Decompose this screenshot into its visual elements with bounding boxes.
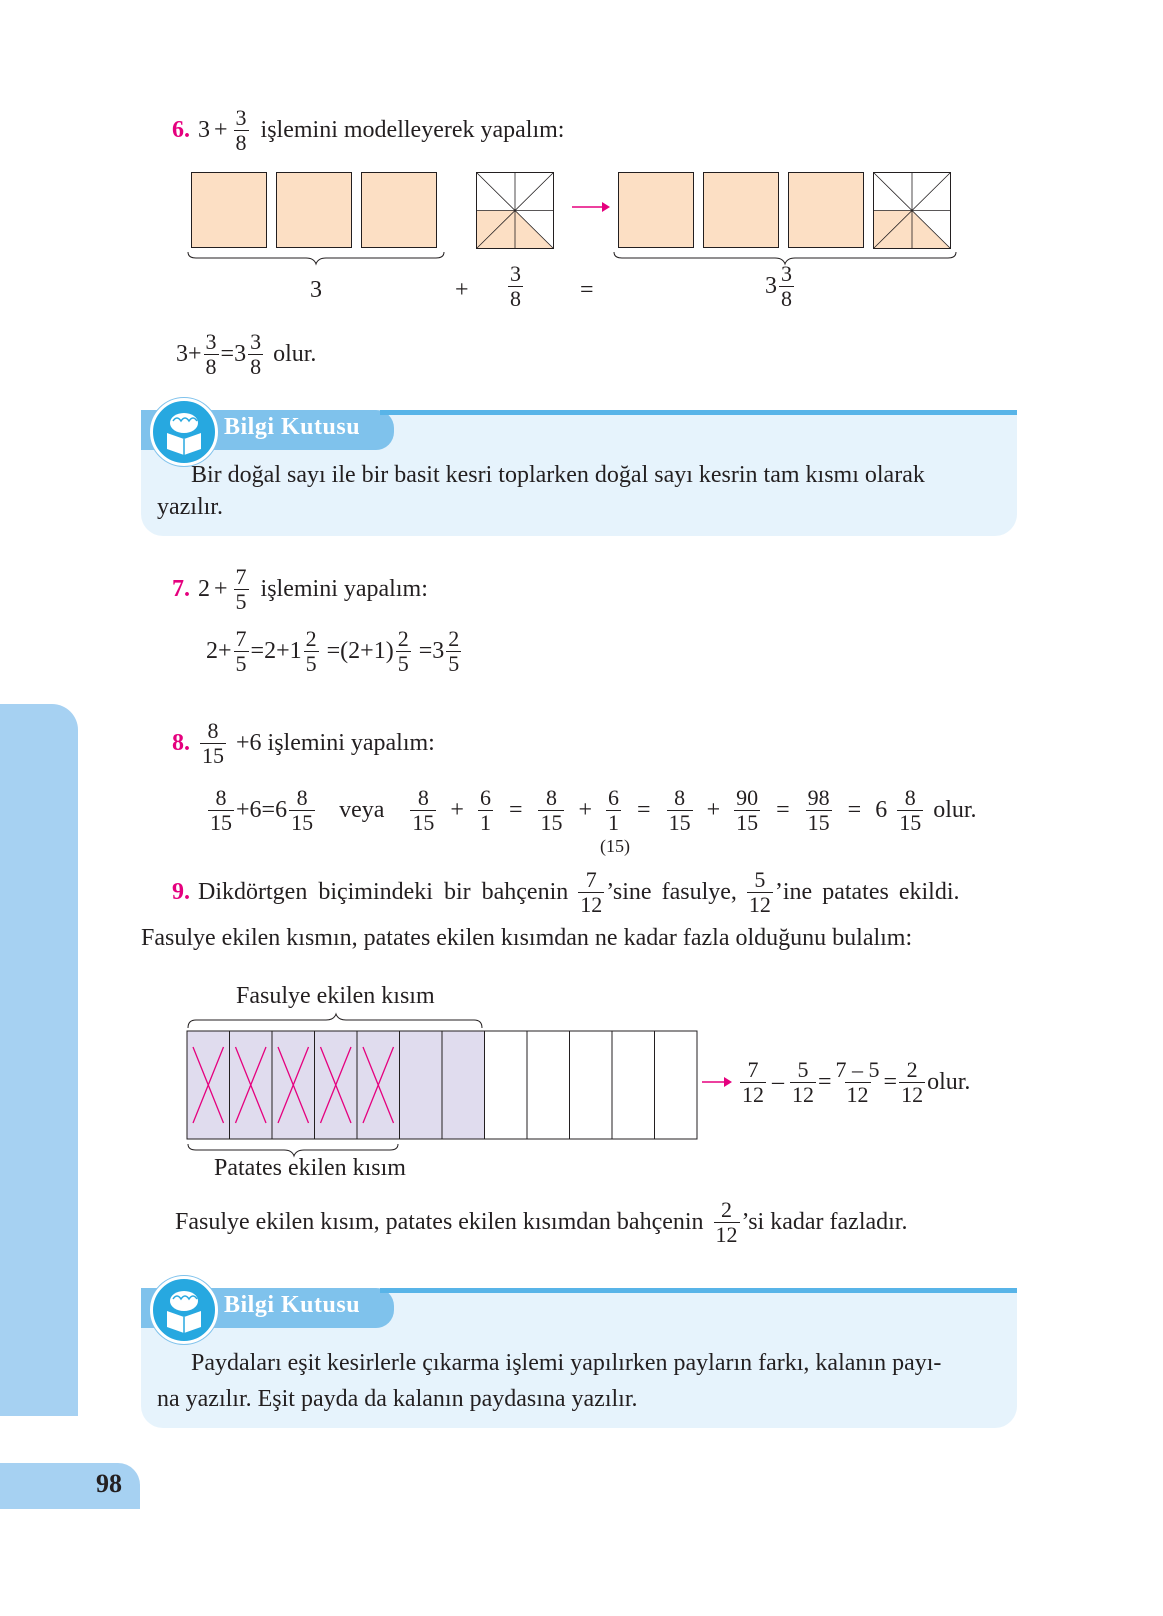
q9-label-fasulye: Fasulye ekilen kısım: [236, 983, 435, 1009]
info-box-1-text-line-2: yazılır.: [157, 494, 223, 520]
info-box-1-title: Bilgi Kutusu: [224, 414, 361, 440]
q6-whole-square-1: [191, 172, 267, 248]
q9-line-2: Fasulye ekilen kısmın, patates ekilen kısımdan ne kadar fazla olduğunu bulalım:: [141, 925, 913, 951]
info-box-1-text-line-1: Bir doğal sayı ile bir basit kesri toplarken doğal sayı kesrin tam kısmı olarak: [191, 462, 925, 488]
q6-eighths-square: [476, 172, 556, 252]
q8-heading: 8. $\frac{8}{15}$ +6 işlemini yapalım:: [172, 718, 435, 768]
info-box-1-rule: [380, 410, 1017, 415]
q6-number: 6.: [172, 117, 190, 143]
q9-equation: $\frac{7}{12}$ – $\frac{5}{12}$ = $\frac{7 - 5}{12}$ = $\frac{2}{12}$ olur.: [742, 1057, 971, 1107]
q6-heading: [172, 106, 564, 155]
garden-cell-fasulye: [400, 1031, 443, 1139]
q6-whole-square-3: [361, 172, 437, 248]
q6-text: işlemini modelleyerek yapalım:: [260, 117, 565, 143]
q6-result-square-1: [618, 172, 694, 248]
q7-heading: 7. 2 + $\frac{7}{5}$ işlemini yapalım:: [172, 564, 428, 614]
q9-brace-top: [186, 1012, 486, 1030]
info-box-2-text-line-1: Paydaları eşit kesirlerle çıkarma işlemi yapılırken payların farkı, kalanın payı-: [191, 1350, 942, 1376]
q6-plus: +: [214, 117, 228, 143]
info-box-2-title: Bilgi Kutusu: [224, 1292, 361, 1318]
info-box-2-text-line-2: na yazılır. Eşit payda da kalanın paydasına yazılır.: [157, 1386, 638, 1412]
garden-cell-fasulye: [442, 1031, 485, 1139]
brain-book-icon: [150, 1276, 218, 1344]
q6-result-eighths-square: [873, 172, 953, 252]
q6-whole: 3: [198, 117, 210, 143]
info-box-2-rule: [380, 1288, 1017, 1293]
q6-label-plus: +: [455, 277, 469, 303]
q9-label-patates: Patates ekilen kısım: [214, 1155, 406, 1181]
q9-conclusion: Fasulye ekilen kısım, patates ekilen kısımdan bahçenin $\frac{2}{12}$ ’si kadar fazladır.: [175, 1197, 908, 1247]
q8-multiplier: (15): [600, 836, 631, 856]
q8-solution-line: $\frac{8}{15}$ +6=6 $\frac{8}{15}$ veya $\frac{8}{15}$ + $\frac{6}{1}$ = $\frac{8}{15}$ + $\frac{6}{1}$ (15) = $\frac{8}{15}$ + $\frac{90}{15}$ = $\frac{98}{15}$ = 6 $\frac{8}{15}$ olur.: [210, 785, 977, 856]
q6-label-equals: =: [580, 277, 594, 303]
left-sidebar-band: [0, 704, 78, 1416]
q9-line-1: 9. Dikdörtgen biçimindeki bir bahçenin $\frac{7}{12}$ ’sine fasulye, $\frac{5}{12}$ ’ine patates ekildi.: [172, 867, 960, 917]
q6-brace-left: [186, 250, 446, 266]
q9-arrow-icon: [700, 1075, 734, 1089]
garden-cell-empty: [655, 1031, 698, 1139]
q6-whole-square-2: [276, 172, 352, 248]
q9-number: 9.: [172, 879, 190, 905]
q6-fraction: $\frac{3}{8}$: [235, 105, 247, 155]
garden-cell-empty: [527, 1031, 570, 1139]
q6-result-square-2: [703, 172, 779, 248]
q9-garden-grid: [186, 1030, 706, 1142]
q6-result-square-3: [788, 172, 864, 248]
q8-number: 8.: [172, 730, 190, 756]
garden-cell-empty: [485, 1031, 528, 1139]
garden-cell-empty: [570, 1031, 613, 1139]
page-number: 98: [96, 1469, 122, 1498]
q6-label-result: 3 $\frac{3}{8}$: [765, 261, 792, 311]
q7-steps: 2+ $\frac{7}{5}$ =2+1 $\frac{2}{5}$ =(2+1) $\frac{2}{5}$ =3 $\frac{2}{5}$: [206, 626, 460, 676]
q6-result-line: 3+ $\frac{3}{8}$ =3 $\frac{3}{8}$ olur.: [176, 329, 317, 379]
q6-label-whole: 3: [310, 277, 322, 303]
q6-label-fraction: $\frac{3}{8}$: [510, 261, 521, 311]
brain-book-icon: [150, 398, 218, 466]
q7-number: 7.: [172, 576, 190, 602]
garden-cell-empty: [612, 1031, 655, 1139]
q6-arrow-icon: [570, 200, 610, 214]
